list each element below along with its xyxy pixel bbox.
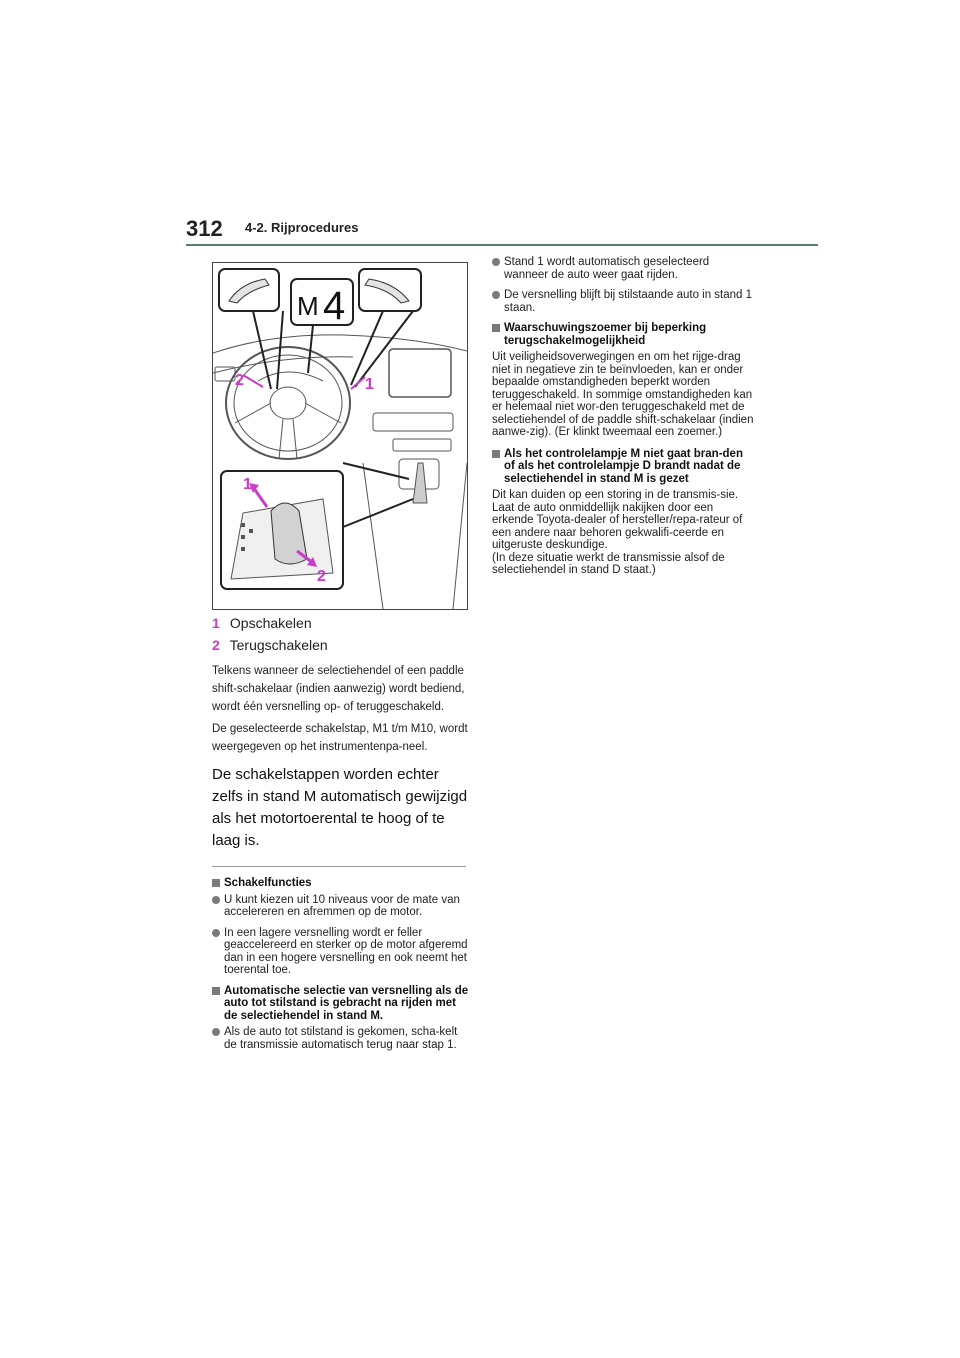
- paragraph: Telkens wanneer de selectiehendel of een paddle shift-schakelaar (indien aanwezig) wordt bediend, wordt één versnelling op- of teruggeschakeld.: [212, 665, 465, 713]
- subheading: Automatische selectie van versnelling als de auto tot stilstand is gebracht na rijden met de selectiehendel in stand M.: [212, 985, 472, 1023]
- paragraph: De geselecteerde schakelstap, M1 t/m M10, wordt weergegeven op het instrumentenpa-neel.: [212, 723, 468, 753]
- dashboard-drawing: [213, 263, 467, 609]
- shift-illustration: [212, 262, 468, 610]
- legend-label: Terugschakelen: [229, 637, 328, 653]
- bullet-item: Als de auto tot stilstand is gekomen, scha-kelt de transmissie automatisch terug naar stap 1.: [212, 1026, 472, 1051]
- subheading: Schakelfuncties: [212, 877, 472, 890]
- mode-label: M: [297, 291, 319, 321]
- gear-label: 4: [323, 284, 346, 328]
- bullet-item: Stand 1 wordt automatisch geselecteerd wanneer de auto weer gaat rijden.: [492, 256, 754, 281]
- paragraph: (In deze situatie werkt de transmissie alsof de selectiehendel in stand D staat.): [492, 551, 725, 576]
- callout-1-top: 1: [365, 376, 374, 393]
- callout-1-shifter: 1: [243, 476, 252, 493]
- bullet-item: In een lagere versnelling wordt er feller geaccelereerd en sterker op de motor afgeremd dan in een hogere versnelling en ook neemt het toerental toe.: [212, 927, 472, 977]
- section-title: 4-2. Rijprocedures: [245, 220, 359, 235]
- divider: [212, 866, 466, 867]
- left-column: [212, 612, 472, 1059]
- paragraph: Dit kan duiden op een storing in de transmis-sie. Laat de auto onmiddellijk nakijken door een erkende Toyota-dealer of hersteller/repa-rateur of een andere naar behoren gekwalifi-ceerde en uitgeruste deskundige.: [492, 489, 743, 551]
- callout-2-top: 2: [235, 372, 244, 389]
- bullet-item: De versnelling blijft bij stilstaande auto in stand 1 staan.: [492, 289, 754, 314]
- legend-number: 2: [212, 637, 220, 653]
- legend-item: [212, 634, 472, 656]
- bullet-item: U kunt kiezen uit 10 niveaus voor de mate van accelereren en afremmen op de motor.: [212, 894, 472, 919]
- legend-number: 1: [212, 615, 220, 631]
- paragraph-emphasis: De schakelstappen worden echter zelfs in stand M automatisch gewijzigd als het motortoerental te hoog of te laag is.: [212, 766, 468, 849]
- subheading: Waarschuwingszoemer bij beperking terugschakelmogelijkheid: [492, 322, 754, 347]
- callout-2-shifter: 2: [317, 568, 326, 585]
- paragraph: Uit veiligheidsoverwegingen en om het rijge-drag niet in negatieve zin te beïnvloeden, kan er onder bepaalde omstandigheden beperkt worden teruggeschakeld. In sommige omstandigheden kan er helemaal niet wor-den teruggeschakeld met de selectiehendel of de paddle shift-schakelaar (indien aanwe-zig). (Er klinkt tweemaal een zoemer.): [492, 351, 754, 438]
- legend-item: [212, 612, 472, 634]
- legend-label: Opschakelen: [229, 615, 312, 631]
- header-rule: [186, 244, 818, 246]
- subheading: Als het controlelampje M niet gaat bran-den of als het controlelampje D brandt nadat de selectiehendel in stand M is gezet: [492, 448, 754, 486]
- right-column: [492, 256, 754, 577]
- page-number: 312: [186, 216, 223, 241]
